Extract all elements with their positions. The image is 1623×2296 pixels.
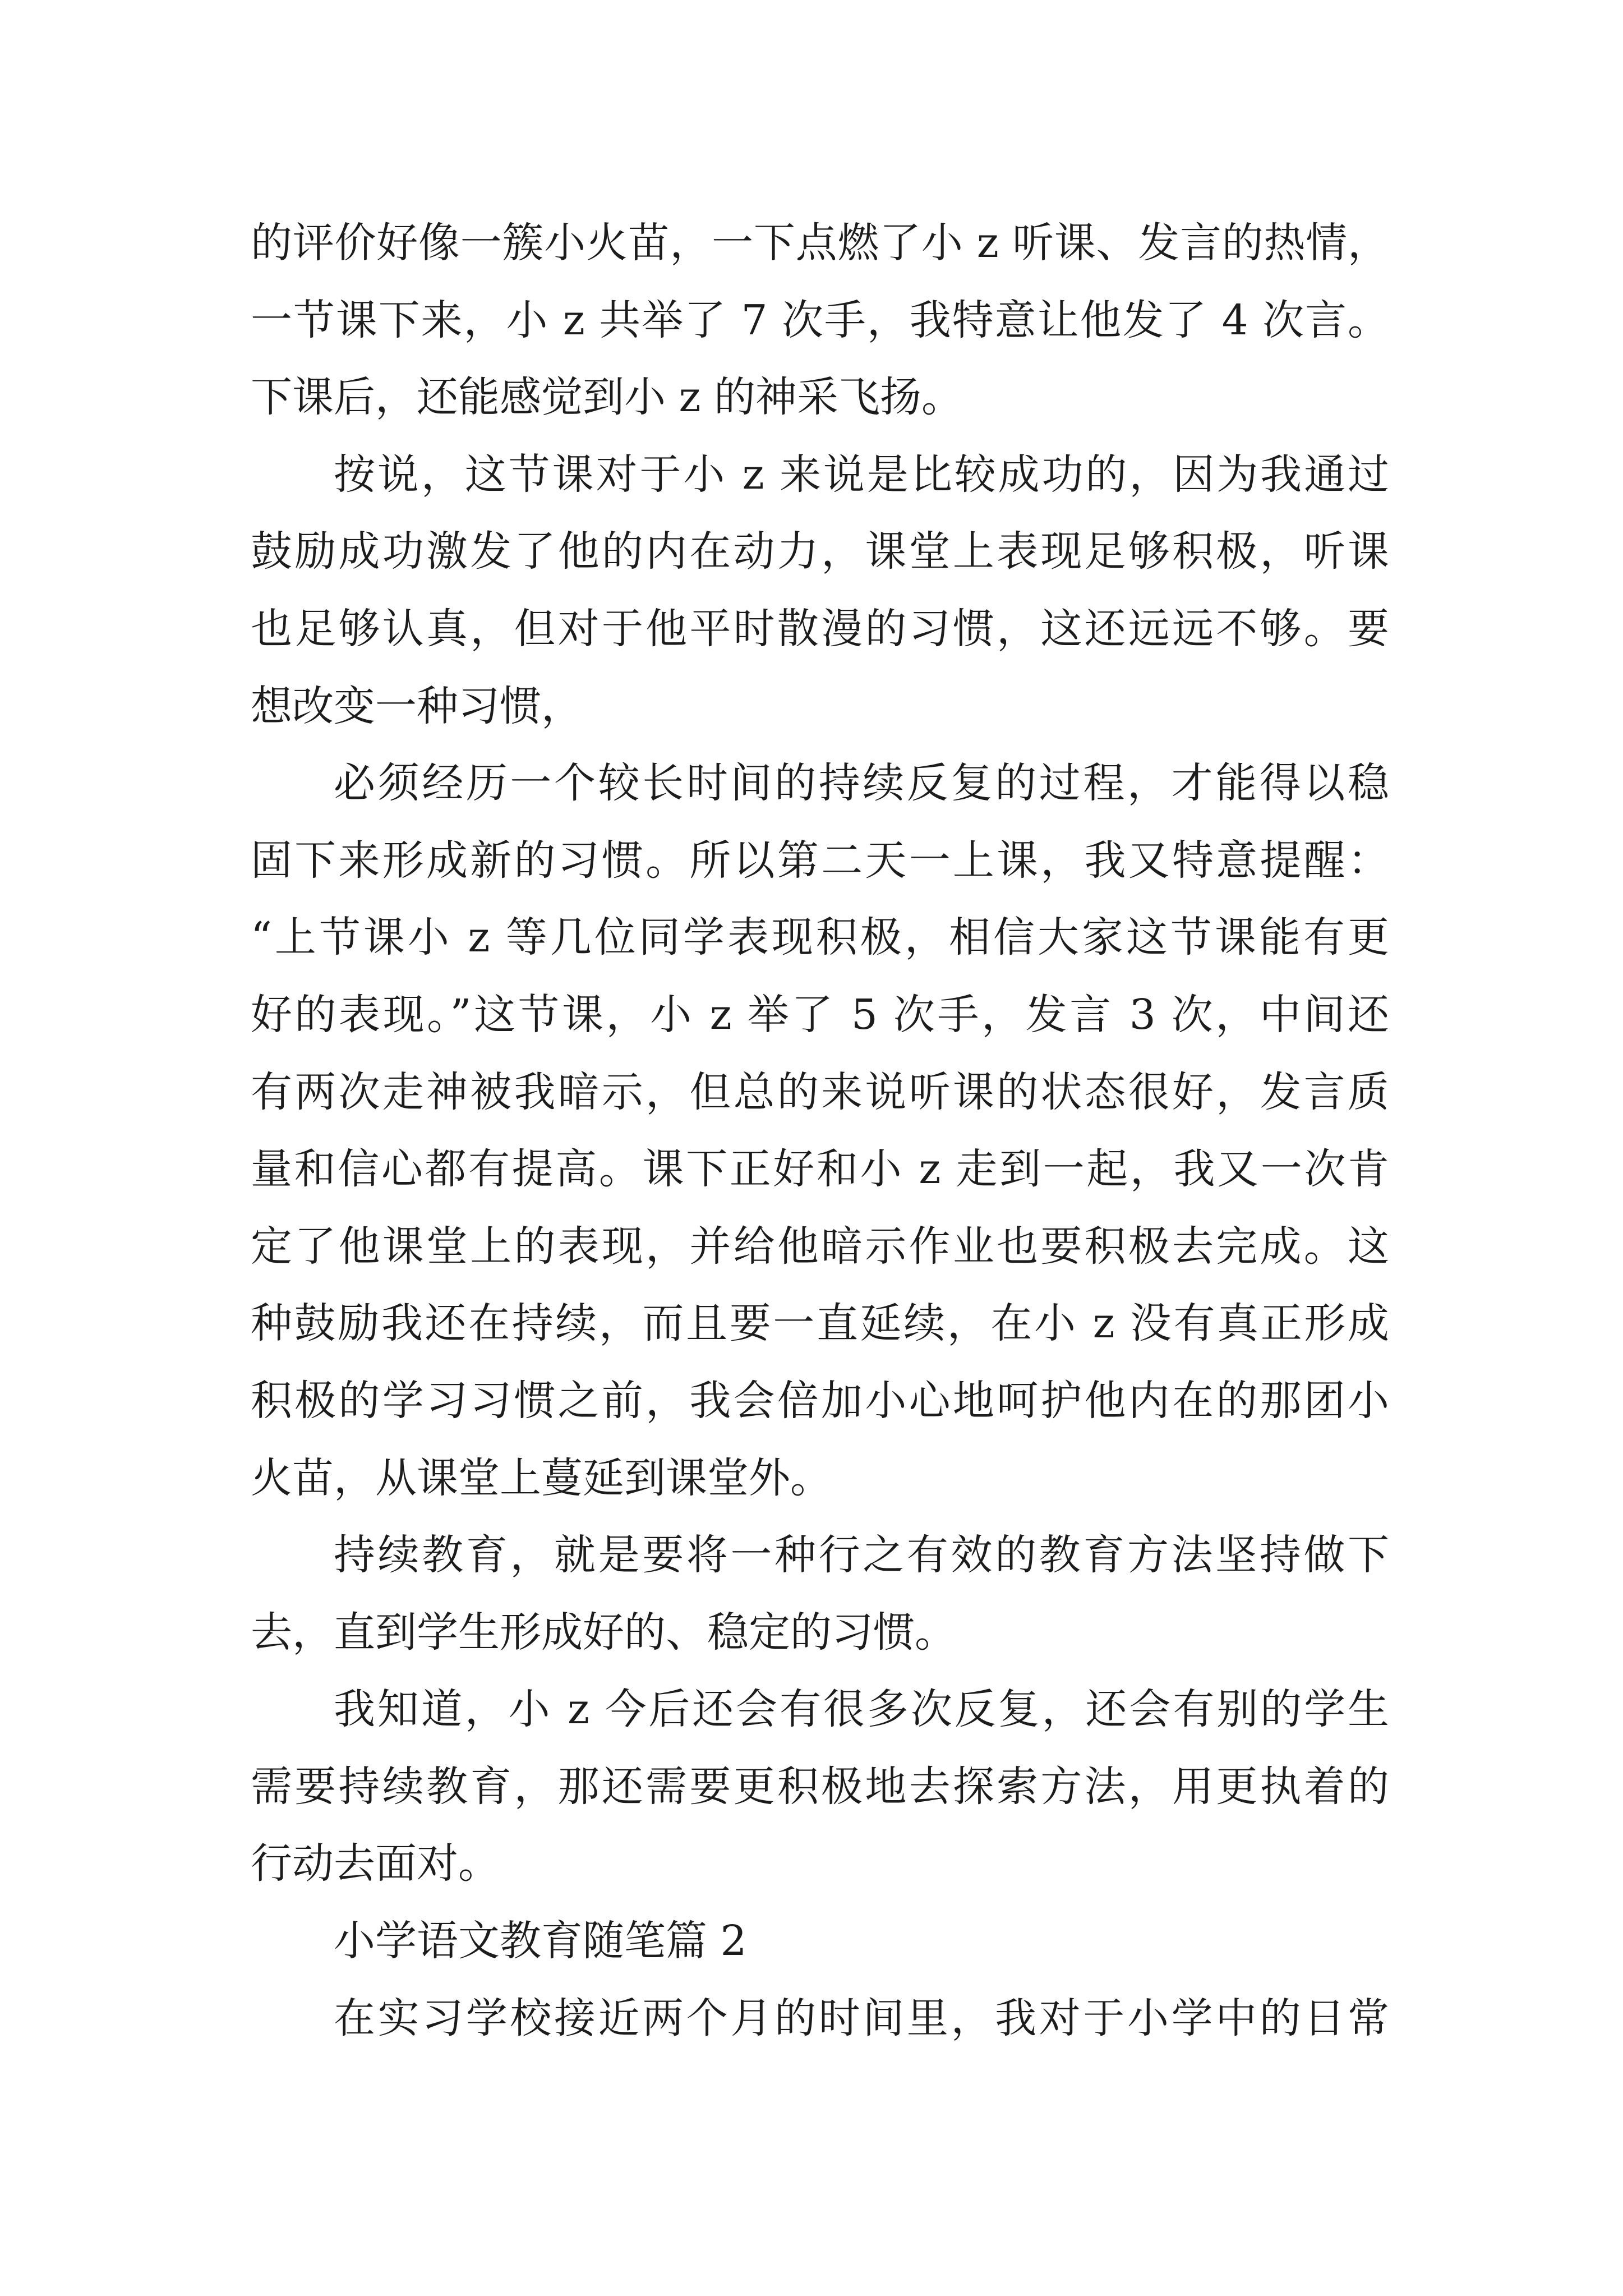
section-heading [251,1903,1389,1980]
paragraph-1-line-2: 一节课下来，小 z 共举了 7 次手，我特意让他发了 4 次言。 [251,296,1389,344]
paragraph-4-line-1: 持续教育，就是要将一种行之有效的教育方法坚持做下 [334,1531,1389,1580]
section-heading-text: 小学语文教育随笔篇 2 [334,1917,747,1966]
paragraph-5-line-3: 行动去面对。 [251,1839,500,1888]
paragraph-3-line-3: “上节课小 z 等几位同学表现积极，相信大家这节课能有更 [251,913,1389,962]
paragraph-3-line-4: 好的表现。”这节课，小 z 举了 5 次手，发言 3 次，中间还 [251,990,1389,1039]
paragraph-2 [251,436,1389,745]
paragraph-3-line-1: 必须经历一个较长时间的持续反复的过程，才能得以稳 [334,759,1389,808]
paragraph-6 [251,1980,1389,2058]
paragraph-4-line-2: 去，直到学生形成好的、稳定的习惯。 [251,1608,956,1657]
paragraph-5 [251,1671,1389,1903]
paragraph-4 [251,1517,1389,1671]
paragraph-1 [251,205,1389,436]
paragraph-2-line-4: 想改变一种习惯， [251,682,583,730]
paragraph-1-line-1: 的评价好像一簇小火苗，一下点燃了小 z 听课、发言的热情， [251,219,1389,267]
paragraph-3 [251,745,1389,1517]
document-body [251,205,1389,2057]
paragraph-2-line-2: 鼓励成功激发了他的内在动力，课堂上表现足够积极，听课 [251,527,1389,576]
paragraph-3-line-6: 量和信心都有提高。课下正好和小 z 走到一起，我又一次肯 [251,1145,1389,1194]
paragraph-3-line-7: 定了他课堂上的表现，并给他暗示作业也要积极去完成。这 [251,1222,1389,1271]
paragraph-3-line-5: 有两次走神被我暗示，但总的来说听课的状态很好，发言质 [251,1068,1389,1116]
paragraph-2-line-1: 按说，这节课对于小 z 来说是比较成功的，因为我通过 [334,450,1389,499]
paragraph-5-line-1: 我知道，小 z 今后还会有很多次反复，还会有别的学生 [334,1685,1389,1734]
paragraph-5-line-2: 需要持续教育，那还需要更积极地去探索方法，用更执着的 [251,1762,1389,1811]
paragraph-3-line-9: 积极的学习习惯之前，我会倍加小心地呵护他内在的那团小 [251,1376,1389,1425]
paragraph-3-line-2: 固下来形成新的习惯。所以第二天一上课，我又特意提醒： [251,836,1389,885]
paragraph-6-line-1: 在实习学校接近两个月的时间里，我对于小学中的日常 [334,1994,1389,2042]
paragraph-3-line-8: 种鼓励我还在持续，而且要一直延续，在小 z 没有真正形成 [251,1299,1389,1348]
paragraph-2-line-3: 也足够认真，但对于他平时散漫的习惯，这还远远不够。要 [251,604,1389,653]
paragraph-3-line-10: 火苗，从课堂上蔓延到课堂外。 [251,1453,832,1502]
paragraph-1-line-3: 下课后，还能感觉到小 z 的神采飞扬。 [251,373,963,422]
